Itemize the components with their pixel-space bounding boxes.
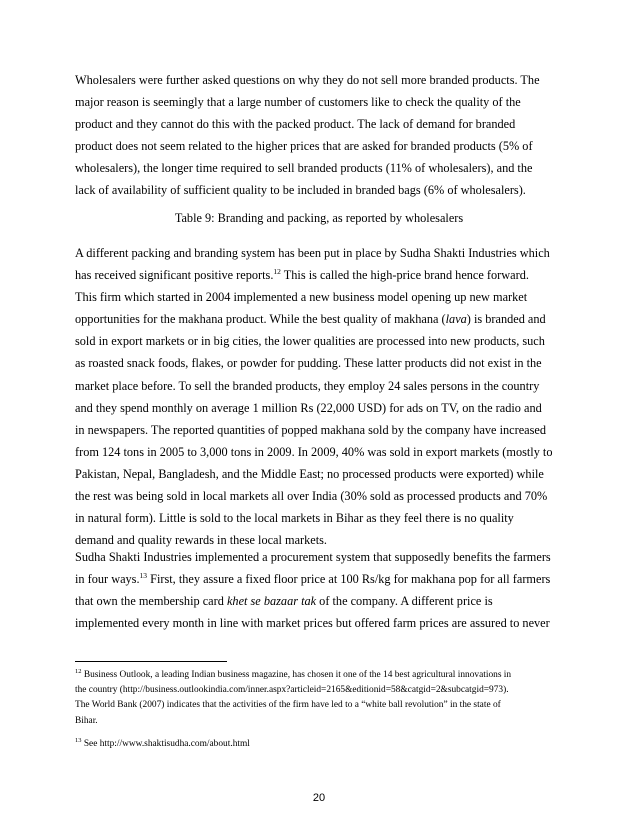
footnote-marker: 13 bbox=[75, 737, 82, 744]
text-line: demand and quality rewards in these local markets. bbox=[75, 533, 328, 548]
text-line bbox=[75, 264, 570, 286]
footnote-ref-13[interactable]: 13 bbox=[139, 571, 148, 581]
text-run: that own the membership card bbox=[75, 594, 227, 609]
text-line bbox=[75, 568, 570, 590]
text-line bbox=[75, 590, 570, 612]
text-line: sold in export markets or in big cities, the lower qualities are processed into new products, such bbox=[75, 334, 545, 349]
paragraph-procurement bbox=[75, 546, 570, 634]
table-caption: Table 9: Branding and packing, as reported by wholesalers bbox=[174, 211, 464, 225]
text-line: This firm which started in 2004 implemented a new business model opening up new market bbox=[75, 290, 528, 305]
text-line: market place before. To sell the branded products, they employ 24 sales persons in the country bbox=[75, 378, 540, 393]
text-line: and they spend monthly on average 1 million Rs (22,000 USD) for ads on TV, on the radio and bbox=[75, 400, 542, 415]
paragraph-sudha-shakti bbox=[75, 242, 570, 551]
text-line: from 124 tons in 2005 to 3,000 tons in 2009. In 2009, 40% was sold in export markets (mostly to bbox=[75, 444, 553, 459]
text-run: ) is branded and bbox=[466, 312, 546, 327]
text-run: This is called the high-price brand hence forward. bbox=[280, 268, 529, 283]
footnote-12 bbox=[75, 668, 570, 729]
footnote-ref-12[interactable]: 12 bbox=[273, 267, 281, 277]
text-line: Sudha Shakti Industries implemented a procurement system that supposedly benefits the farmers bbox=[75, 550, 551, 564]
text-line: major reason is seemingly that a large number of customers like to check the quality of the bbox=[75, 95, 521, 110]
text-run: has received significant positive reports. bbox=[75, 268, 274, 283]
text-line: lack of availability of sufficient quality to be included in branded bags (6% of wholesalers). bbox=[75, 183, 526, 198]
text-line: implemented every month in line with market prices but offered farm prices are assured to never bbox=[75, 616, 550, 631]
footnote-marker: 12 bbox=[75, 668, 82, 675]
footnote-13 bbox=[75, 737, 570, 752]
text-line: as roasted snack foods, flakes, or powder for pudding. These latter products did not exist in the bbox=[75, 356, 542, 371]
text-line: product does not seem related to the higher prices that are asked for branded products (5% of bbox=[75, 139, 533, 154]
italic-term: lava bbox=[445, 312, 467, 327]
footnote-divider bbox=[75, 661, 227, 662]
text-line: in natural form). Little is sold to the local markets in Bihar as they feel there is no quality bbox=[75, 511, 514, 526]
text-line: Wholesalers were further asked questions on why they do not sell more branded products. The bbox=[75, 73, 540, 87]
text-line bbox=[75, 308, 570, 330]
text-line[interactable]: the country (http://business.outlookindia.com/inner.aspx?articleid=2165&editionid=58&catgid=2&subcatgid=973). bbox=[75, 685, 509, 696]
text-run: Business Outlook, a leading Indian business magazine, has chosen it one of the 14 best agricultural innovations in bbox=[81, 670, 512, 680]
text-run: in four ways. bbox=[75, 572, 140, 587]
text-run: of the company. A different price is bbox=[316, 594, 493, 609]
italic-term: khet se bazaar tak bbox=[226, 594, 317, 609]
page-number: 20 bbox=[312, 792, 326, 804]
text-line: Pakistan, Nepal, Bangladesh, and the Middle East; no processed products were exported) while bbox=[75, 466, 544, 481]
text-line: product and they cannot do this with the packed product. The lack of demand for branded bbox=[75, 117, 516, 132]
text-line: A different packing and branding system has been put in place by Sudha Shakti Industries which bbox=[75, 246, 550, 260]
text-run: First, they assure a fixed floor price at 100 Rs/kg for makhana pop for all farmers bbox=[147, 572, 551, 587]
text-line: Bihar. bbox=[75, 715, 98, 726]
paragraph-wholesalers bbox=[75, 69, 570, 202]
text-line: in newspapers. The reported quantities of popped makhana sold by the company have increased bbox=[75, 422, 547, 437]
text-line: the rest was being sold in local markets all over India (30% sold as processed products and 70% bbox=[75, 489, 548, 504]
text-line bbox=[75, 668, 570, 683]
text-run: opportunities for the makhana product. While the best quality of makhana ( bbox=[75, 312, 446, 327]
text-line bbox=[75, 737, 570, 752]
text-line: The World Bank (2007) indicates that the activities of the firm have led to a “white ball revolution” in the state of bbox=[75, 700, 501, 711]
text-line: wholesalers), the longer time required to sell branded products (11% of wholesalers), and the bbox=[75, 161, 533, 176]
footnote-link[interactable]: See http://www.shaktisudha.com/about.html bbox=[81, 739, 250, 749]
